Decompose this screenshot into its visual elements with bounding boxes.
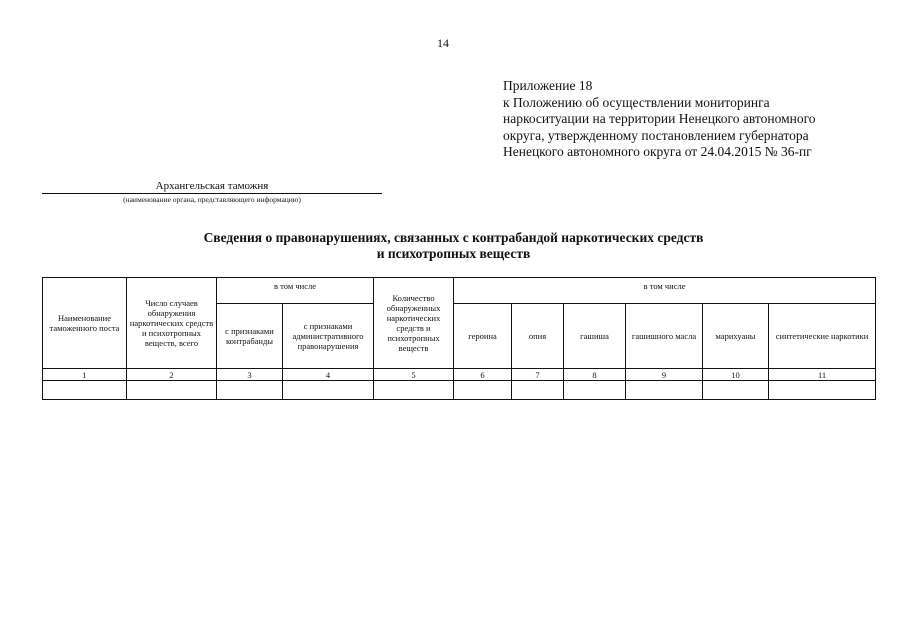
table-cell <box>43 381 127 400</box>
appendix-line: округа, утвержденному постановлением губернатора <box>503 127 809 143</box>
table-cell <box>454 381 512 400</box>
column-number: 7 <box>512 369 564 381</box>
column-number: 10 <box>703 369 769 381</box>
column-number: 2 <box>127 369 217 381</box>
column-number: 8 <box>564 369 626 381</box>
appendix-line: Ненецкого автономного округа от 24.04.2015 № 36-пг <box>503 144 812 159</box>
header-row-1 <box>43 278 876 304</box>
appendix-line: Приложение 18 <box>503 78 593 93</box>
column-number: 6 <box>454 369 512 381</box>
header-marijuana: марихуаны <box>703 304 769 369</box>
header-heroin: героина <box>454 304 512 369</box>
header-hashish: гашиша <box>564 304 626 369</box>
header-total-cases: Число случаев обнаружения наркотических средств и психотропных веществ, всего <box>127 278 217 369</box>
header-smuggling: с признаками контрабанды <box>217 304 283 369</box>
header-opium: опия <box>512 304 564 369</box>
header-hashish-oil: гашишного масла <box>626 304 703 369</box>
column-number: 9 <box>626 369 703 381</box>
table-cell <box>283 381 374 400</box>
page-number: 14 <box>437 36 449 50</box>
column-number: 11 <box>769 369 876 381</box>
table-cell <box>374 381 454 400</box>
table-cell <box>217 381 283 400</box>
appendix-reference <box>503 78 816 161</box>
header-post-name: Наименование таможенного поста <box>43 278 127 369</box>
column-number: 4 <box>283 369 374 381</box>
organization-name: Архангельская таможня <box>42 180 382 194</box>
column-number: 3 <box>217 369 283 381</box>
header-quantity-found: Количество обнаруженных наркотических средств и психотропных веществ <box>374 278 454 369</box>
title-line-2: и психотропных веществ <box>376 246 531 261</box>
table-cell <box>127 381 217 400</box>
appendix-line: к Положению об осуществлении мониторинга <box>503 94 770 110</box>
header-synthetic: синтетические наркотики <box>769 304 876 369</box>
report-table <box>42 277 876 400</box>
column-number: 1 <box>43 369 127 381</box>
appendix-line: наркоситуации на территории Ненецкого автономного <box>503 111 816 126</box>
table-cell <box>564 381 626 400</box>
table-cell <box>703 381 769 400</box>
header-group-including-a: в том числе <box>217 278 374 304</box>
document-title <box>0 230 905 262</box>
header-administrative: с признаками административного правонарушения <box>283 304 374 369</box>
organization-caption: (наименование органа, представляющего информацию) <box>123 195 301 204</box>
table-cell <box>512 381 564 400</box>
table-row <box>43 381 876 400</box>
table-cell <box>626 381 703 400</box>
header-group-including-b: в том числе <box>454 278 876 304</box>
column-numbers-row <box>43 369 876 381</box>
column-number: 5 <box>374 369 454 381</box>
title-line-1: Сведения о правонарушениях, связанных с контрабандой наркотических средств <box>203 230 704 245</box>
organization-block <box>42 180 382 205</box>
table-cell <box>769 381 876 400</box>
